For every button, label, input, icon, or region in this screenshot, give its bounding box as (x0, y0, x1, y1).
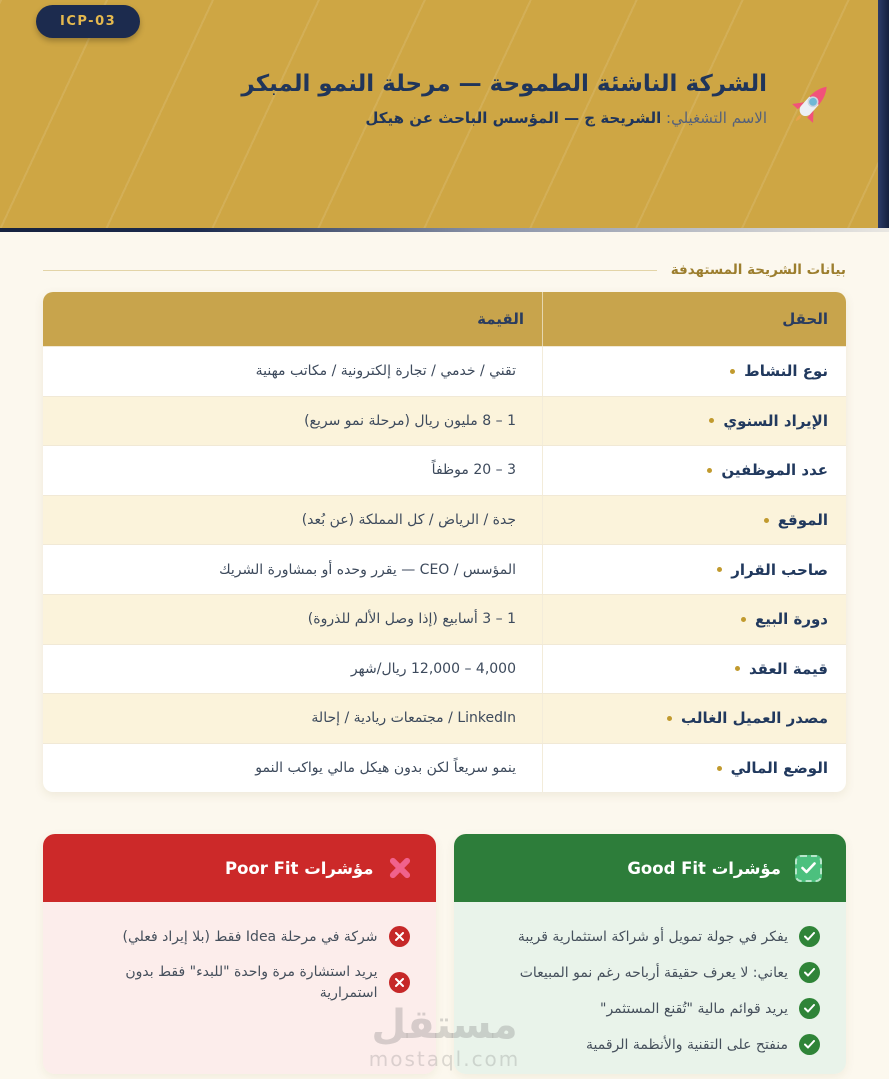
field-cell (542, 545, 846, 594)
bullet-dot-icon (735, 666, 740, 671)
bullet-dot-icon (741, 617, 746, 622)
field-cell (542, 446, 846, 495)
check-circle-icon (799, 926, 820, 947)
table-row (43, 544, 846, 594)
fit-item-text: منفتح على التقنية والأنظمة الرقمية (586, 1036, 788, 1053)
value-cell: LinkedIn / مجتمعات ريادية / إحالة (311, 710, 516, 727)
main-content (0, 262, 889, 1074)
field-label: الوضع المالي (730, 759, 828, 778)
table-row (43, 396, 846, 446)
value-cell: المؤسس / CEO — يقرر وحده أو بمشاورة الشريك (219, 561, 516, 578)
field-cell (542, 694, 846, 743)
field-cell (542, 347, 846, 396)
field-label: نوع النشاط (744, 362, 828, 381)
fit-item-text: يفكر في جولة تمويل أو شراكة استثمارية قريبة (517, 928, 788, 945)
fit-item-text: شركة في مرحلة Idea فقط (بلا إيراد فعلي) (122, 928, 378, 945)
value-cell: 4,000 – 12,000 ريال/شهر (350, 660, 516, 677)
bullet-dot-icon (764, 518, 769, 523)
fit-list-item (480, 998, 821, 1019)
value-cell: 3 – 20 موظفاً (431, 462, 516, 479)
field-label: مصدر العميل الغالب (680, 709, 828, 728)
good-fit-header (454, 834, 847, 902)
watermark-domain-text: mostaql.com (368, 1047, 521, 1071)
fit-item-text: يريد قوائم مالية "تُقنع المستثمر" (600, 1000, 788, 1017)
bullet-dot-icon (717, 766, 722, 771)
table-row (43, 743, 846, 793)
header-banner (0, 0, 889, 232)
table-row (43, 693, 846, 743)
field-cell (542, 595, 846, 644)
header-divider-line (0, 228, 889, 232)
table-row (43, 445, 846, 495)
poor-fit-card (43, 834, 436, 1074)
field-cell (542, 645, 846, 694)
value-cell: تقني / خدمي / تجارة إلكترونية / مكاتب مهنية (255, 363, 516, 380)
table-body (43, 346, 846, 792)
good-fit-card (454, 834, 847, 1074)
field-cell (542, 496, 846, 545)
page-subtitle (241, 109, 767, 127)
value-cell: ينمو سريعاً لكن بدون هيكل مالي يواكب النمو (255, 760, 516, 777)
field-label: الموقع (777, 511, 828, 530)
table-header-row (43, 292, 846, 346)
field-cell (542, 397, 846, 446)
poor-fit-header (43, 834, 436, 902)
check-circle-icon (799, 1034, 820, 1055)
field-label: قيمة العقد (748, 659, 828, 678)
fit-list-item (480, 962, 821, 983)
bullet-dot-icon (717, 567, 722, 572)
poor-fit-list (43, 902, 436, 1074)
table-row (43, 644, 846, 694)
field-label: دورة البيع (754, 610, 828, 629)
fit-list-item (480, 926, 821, 947)
header-content (241, 70, 837, 128)
poor-fit-title: مؤشرات Poor Fit (224, 858, 374, 878)
table-row (43, 495, 846, 545)
value-cell: 1 – 8 مليون ريال (مرحلة نمو سريع) (304, 412, 516, 429)
icp-id-badge: ICP-03 (36, 5, 140, 38)
x-mark-icon (388, 856, 412, 880)
bullet-dot-icon (667, 716, 672, 721)
page-title: الشركة الناشئة الطموحة — مرحلة النمو المبكر (241, 71, 767, 97)
good-fit-list (454, 902, 847, 1074)
subtitle-label: الاسم التشغيلي: (666, 108, 767, 127)
fit-list-item (69, 962, 410, 1003)
segment-data-table (43, 292, 846, 792)
bullet-dot-icon (709, 418, 714, 423)
field-label: صاحب القرار (731, 560, 828, 579)
header-text-block (241, 70, 767, 127)
good-fit-title: مؤشرات Good Fit (627, 858, 781, 878)
fit-list-item (480, 1034, 821, 1055)
column-header-value: القيمة (477, 310, 524, 328)
field-cell (542, 744, 846, 793)
subtitle-value: الشريحة ج — المؤسس الباحث عن هيكل (365, 108, 662, 127)
bullet-dot-icon (730, 369, 735, 374)
fit-item-text: يعاني: لا يعرف حقيقة أرباحه رغم نمو المبيعات (519, 964, 788, 981)
table-row (43, 594, 846, 644)
watermark-logo-text: مستقل (371, 1002, 518, 1048)
x-circle-icon (389, 926, 410, 947)
header-side-accent (878, 0, 889, 232)
fit-cards-row (43, 834, 846, 1074)
value-cell: جدة / الرياض / كل المملكة (عن بُعد) (301, 512, 516, 529)
value-cell: 1 – 3 أسابيع (إذا وصل الألم للذروة) (307, 611, 516, 628)
table-row (43, 346, 846, 396)
section-divider (43, 270, 657, 271)
x-circle-icon (389, 972, 410, 993)
section-header (43, 262, 846, 278)
field-label: عدد الموظفين (721, 461, 828, 480)
fit-item-text: يريد استشارة مرة واحدة "للبدء" فقط بدون استمرارية (125, 964, 378, 1001)
section-title: بيانات الشريحة المستهدفة (670, 262, 846, 278)
check-square-icon (795, 855, 822, 882)
field-label: الإيراد السنوي (723, 411, 828, 430)
bullet-dot-icon (707, 468, 712, 473)
fit-list-item (69, 926, 410, 947)
check-circle-icon (799, 998, 820, 1019)
column-header-field: الحقل (542, 292, 846, 346)
rocket-icon (787, 78, 837, 128)
check-circle-icon (799, 962, 820, 983)
